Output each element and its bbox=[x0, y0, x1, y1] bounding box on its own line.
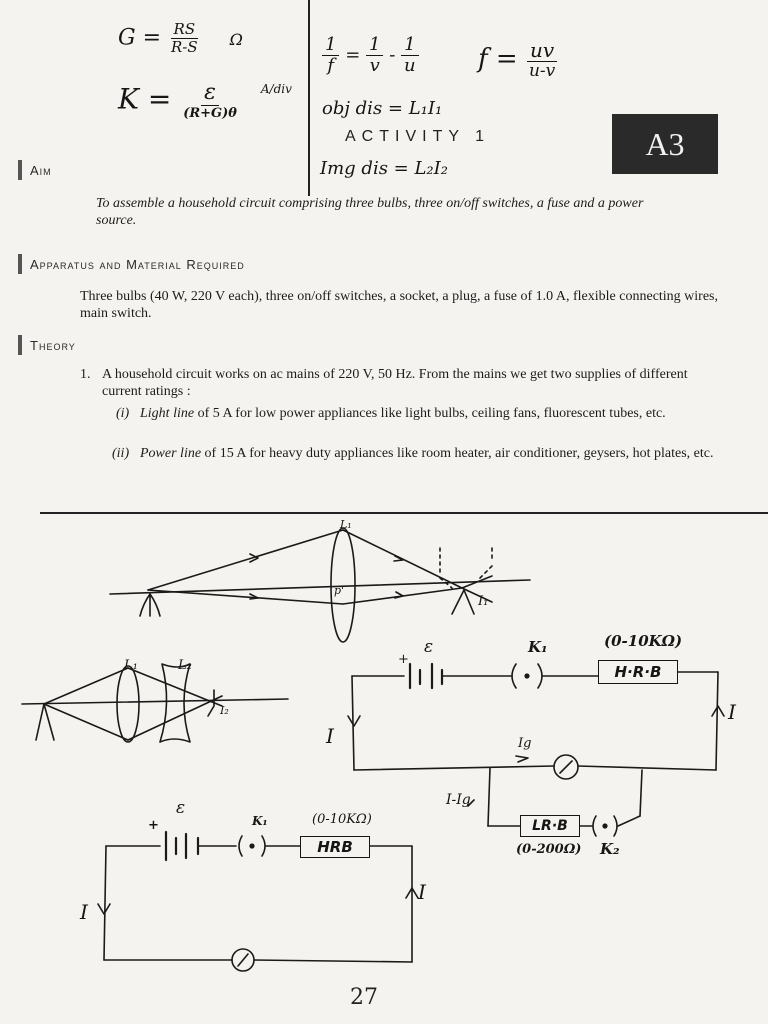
c2-key-dot bbox=[250, 844, 254, 848]
theory-heading: Theory bbox=[18, 335, 76, 355]
aim-heading: Aim bbox=[18, 160, 52, 180]
c2-wire-left bbox=[104, 846, 106, 960]
ray-2-incident bbox=[148, 590, 343, 604]
object-arrow bbox=[140, 594, 160, 616]
c1-hrb-range: (0-10KΩ) bbox=[604, 632, 683, 650]
c2-current-left: I bbox=[80, 900, 88, 924]
image-i2-label: I₂ bbox=[220, 704, 229, 717]
focal-length-formula: f = $\frac{uv}{u-v}$ bbox=[478, 38, 556, 81]
object-distance-note: obj dis = L₁I₁ bbox=[322, 98, 443, 119]
apparatus-text: Three bulbs (40 W, 220 V each), three on/off switches, a socket, a plug, a fuse of 1.0 A, flexible connecting wires, main switch. bbox=[80, 289, 719, 321]
lens-formula: $\frac{1}{f}$ = $\frac{1}{v}$ - $\frac{1}{u}$ bbox=[322, 36, 419, 75]
wire-right bbox=[716, 672, 718, 770]
lens-l2 bbox=[160, 664, 190, 742]
c1-emf-label: ε bbox=[424, 637, 434, 657]
c1-current-left: I bbox=[326, 724, 334, 748]
c2-key-label: K₁ bbox=[252, 814, 268, 828]
activity-badge: A3 bbox=[612, 114, 718, 174]
activity-title: ACTIVITY 1 bbox=[345, 128, 491, 145]
theory-sub-1: Light line of 5 A for low power appliances like light bulbs, ceiling fans, fluorescent tubes, etc. bbox=[140, 406, 666, 421]
key-k2-dot bbox=[603, 824, 607, 828]
figure-of-merit-circuit bbox=[98, 832, 418, 971]
c1-lrb-range: (0-200Ω) bbox=[516, 842, 582, 857]
ray-b bbox=[44, 704, 128, 740]
c2-wire-bottom-right bbox=[254, 960, 412, 962]
c1-lrb-box: LR·B bbox=[520, 815, 580, 837]
theory-item-1-text: A household circuit works on ac mains of 220 V, 50 Hz. From the mains we get two supplies of different current ratings : bbox=[102, 367, 688, 399]
c1-key-label: K₁ bbox=[528, 638, 548, 656]
ray-b-refracted bbox=[128, 696, 222, 740]
c1-key2-label: K₂ bbox=[600, 840, 620, 858]
lens-l1 bbox=[117, 666, 139, 742]
shunt-wire-left bbox=[488, 768, 490, 826]
image-distance-note: Img dis = L₂I₂ bbox=[320, 158, 448, 179]
shunt-wire-right bbox=[618, 816, 640, 826]
galvanometer-resistance-formula: G = $\frac{RS}{R-S}$ Ω bbox=[118, 20, 243, 56]
c1-plus-label: + bbox=[398, 652, 409, 667]
c2-hrb-box: HRB bbox=[300, 836, 370, 858]
figure-of-merit-formula: K = $\frac{\varepsilon}{(R+G)\theta}$ $^{A/div}$ bbox=[118, 80, 292, 121]
c1-current-right: I bbox=[728, 700, 736, 724]
theory-sub-2-number: (ii) bbox=[112, 446, 130, 461]
shunt-wire-up bbox=[640, 770, 642, 816]
c2-galvanometer-needle bbox=[238, 954, 248, 966]
c2-current-right: I bbox=[418, 880, 426, 904]
key-dot bbox=[525, 674, 529, 678]
lens2-l2-label: L₂ bbox=[178, 658, 192, 673]
current-arrows-1 bbox=[348, 706, 724, 806]
theory-item-1-number: 1. bbox=[80, 367, 91, 382]
page-number: 27 bbox=[350, 985, 378, 1010]
image-i1 bbox=[452, 590, 474, 614]
ray-arrows bbox=[250, 554, 403, 599]
c1-hrb-box: H·R·B bbox=[598, 660, 678, 684]
c2-hrb-range: (0-10KΩ) bbox=[312, 812, 372, 827]
theory-sub-2: Power line of 15 A for heavy duty appliances like room heater, air conditioner, geysers, hot plates, etc. bbox=[140, 446, 714, 461]
lens-l1-label: L₁ bbox=[340, 518, 352, 531]
ray-a-refracted bbox=[128, 668, 222, 706]
ray-1-incident bbox=[148, 530, 343, 590]
c1-galv-current: Ig bbox=[518, 736, 532, 751]
c1-shunt-current: I-Ig bbox=[446, 792, 471, 808]
wire-bottom-right bbox=[578, 766, 716, 770]
ammeter-circuit bbox=[348, 664, 724, 836]
image-i1-label: I₁ bbox=[478, 594, 489, 609]
lens2-l1-label: L₁ bbox=[124, 658, 138, 673]
two-lens-ray-diagram bbox=[22, 664, 288, 742]
apparatus-heading: Apparatus and Material Required bbox=[18, 254, 245, 274]
galvanometer-needle bbox=[560, 761, 572, 773]
object-arrow-2 bbox=[36, 704, 54, 740]
convex-lens-ray-diagram bbox=[110, 528, 530, 642]
c2-emf-label: ε bbox=[176, 798, 186, 818]
theory-sub-1-number: (i) bbox=[116, 406, 130, 421]
optical-center-label: p' bbox=[334, 584, 345, 597]
current-arrows-2 bbox=[98, 888, 418, 914]
c2-plus-label: + bbox=[148, 818, 159, 833]
aim-text: To assemble a household circuit comprising three bulbs, three on/off switches, a fuse and a power source. bbox=[96, 196, 644, 228]
ray-a bbox=[44, 668, 128, 704]
wire-bottom-left bbox=[354, 766, 554, 770]
principal-axis-2 bbox=[22, 699, 288, 704]
